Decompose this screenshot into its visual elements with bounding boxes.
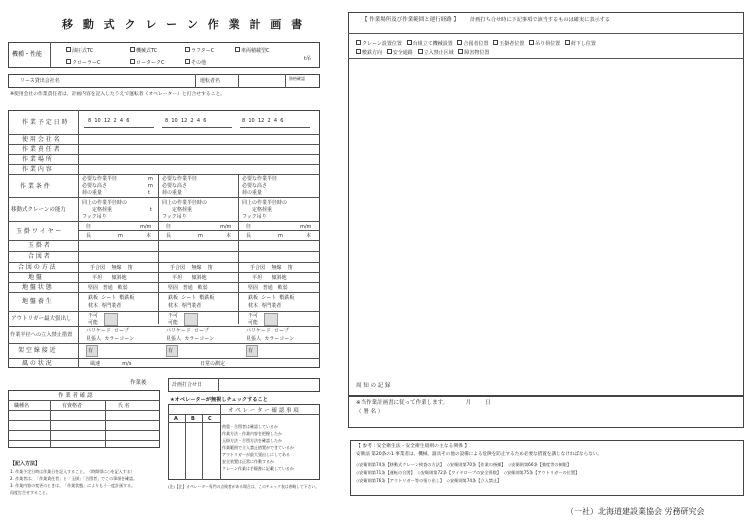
check-item-4: 作業範囲で立入禁止措置ができているか — [222, 445, 294, 450]
sign-col-3: 氏 名 — [118, 403, 130, 409]
row-company: 使 用 会 社 名 — [22, 136, 60, 143]
cap-2c: 定格荷重 — [252, 207, 273, 213]
outrigger-b2: 可能 — [168, 320, 179, 326]
rigger-label: 玉 掛 者 — [28, 242, 50, 249]
cap-1b: 同上の作業半径時の — [162, 200, 208, 206]
entry-label: 作業半径への立入禁止措置 — [10, 332, 73, 338]
power-mark-c-text: 有 — [248, 348, 254, 354]
ground-state-b: 堅固 普通 軟弱 — [168, 285, 208, 291]
check-footnote: (注)【注】オペレーター専門の点検者がある場合は、このチェック表は省略して下さい。 — [168, 484, 319, 489]
cond-1b: 必要な作業半径 — [162, 176, 198, 182]
wire-dia-a: 径 — [86, 224, 92, 230]
machine-type-4: 車両積載型C — [235, 47, 270, 54]
check-item-7: クレーン作業は手順書に記載しているか — [222, 466, 294, 471]
outrigger-a1: 不可 — [88, 313, 99, 319]
outrigger-mark-a — [104, 313, 118, 326]
ground-cure-label: 地 盤 養 生 — [22, 298, 52, 305]
signal-method-a: 手合図 無線 笛 — [90, 265, 133, 271]
page-title: 移 動 式 ク レ ー ン 作 業 計 画 書 — [62, 18, 306, 31]
schedule-hours-1: 8 10 12 2 4 6 — [88, 118, 130, 124]
cap-1a: 同上の作業半径時の — [82, 200, 128, 206]
agree-line: ※当作業計画書に従って作業します。 月 日 — [356, 400, 491, 406]
wire-count-a: 本 — [146, 233, 152, 239]
cond-3a: 荷の重量 — [82, 190, 103, 196]
wire-dia-c: 径 — [246, 224, 252, 230]
lease-operator-label: 運転者名 — [200, 78, 221, 84]
ground-cure-b1: 鉄板 シート 敷鉄板 — [168, 295, 215, 301]
row-place: 作 業 場 所 — [22, 156, 52, 163]
outrigger-mark-b — [184, 313, 198, 326]
check-item-1: 荷重・合図者は確認しているか — [222, 424, 278, 429]
machine-label: 機種・性能 — [12, 51, 43, 58]
wire-dia-b: 径 — [166, 224, 172, 230]
ground-cure-c1: 鉄板 シート 敷鉄板 — [248, 295, 295, 301]
meeting-title: 作業後 — [130, 380, 147, 386]
footnote-left-line-3: 3. 作業内容の変更のときは、「作業状態」によりもう一度計画する。 — [10, 483, 136, 488]
machine-unit: t吊 — [304, 56, 311, 62]
footnote-left-line-2: 2. 作業者は、「作業責任者」と「玉掛」「合図者」でこの事項を確認。 — [10, 476, 138, 481]
wire-len-b: 長 — [166, 233, 172, 239]
wire-len-c: 長 — [246, 233, 252, 239]
signal-method-c: 手合図 無線 笛 — [250, 265, 293, 271]
machine-type-3: ラフターC — [185, 47, 214, 54]
operator-check-title: ★オペレーターが無視しチェックすること — [170, 397, 268, 403]
footer-organization: （一社）北海道建設業協会 労務研究会 — [566, 507, 705, 516]
wire-label: 玉 掛 ワ イ ヤ ー — [16, 228, 62, 235]
right-check-row-1: クレーン設置位置 台組立て機械設置 合図者位置 玉掛者位置 吊り荷位置 荷下し位置 — [356, 40, 596, 47]
sign-title: 作 業 者 確 認 — [58, 393, 93, 399]
check-item-5: アウトリガーが最大張出しにしてある — [222, 452, 290, 457]
outrigger-mark-c — [264, 313, 278, 326]
ground-a: 平坦 傾斜地 — [92, 275, 127, 281]
wire-dia-unit-c: m/m — [300, 224, 312, 230]
cond-3c: 荷の重量 — [242, 190, 263, 196]
ground-cure-b2: 枕木 専門業者 — [168, 303, 202, 309]
row-content: 作 業 内 容 — [22, 166, 52, 173]
footnote-left-line-4: 再度打合せすること。 — [10, 490, 50, 495]
cap-2b: 定格荷重 — [172, 207, 193, 213]
plan-date-label: 計画打合せ日 — [172, 382, 203, 388]
machine-type-5: クローラーC — [66, 59, 101, 66]
sign-col-1: 職種名 — [14, 403, 30, 409]
right-header-note: 計画打ち合せ時に下記事項で該当するものは確実に表示する — [470, 17, 611, 23]
right-check-row-2: 敷鉄方向 安全通路 立入禁止区域 障害物位置 — [356, 49, 489, 56]
power-line-label: 架 空 線 接 近 — [18, 347, 56, 354]
check-col-b: B — [191, 416, 195, 422]
ground-c: 平坦 傾斜地 — [252, 275, 287, 281]
ground-cure-c2: 枕木 専門業者 — [248, 303, 282, 309]
row-manager: 作 業 責 任 者 — [22, 146, 60, 153]
entry-c1: バリケード ロープ — [246, 328, 289, 334]
check-item-3: 玉掛方法・合図方法を確認したか — [222, 438, 282, 443]
reference-items-2: ◇安衛則第71条【運転の合図】 ◇安衛則第72条【ワイヤロープの安全係数】 ◇安衛則第75条【アウトリガーの位置】 — [356, 470, 580, 475]
cond-2a: 必要な高さ — [82, 183, 108, 189]
cap-unit: t — [150, 207, 152, 213]
footnote-left-line-1: 1. 作業予定日時は作業日を記入すること。（時間帯に○を記入する） — [10, 469, 135, 474]
reference-items-1: ◇安衛則第74条【移動式クレーン検査の方法】 ◇安衛則第70条【作業の指揮】 ◇安衛則第66条【強度等の制限】 — [356, 462, 572, 467]
schedule-label: 作 業 予 定 日 時 — [22, 119, 68, 126]
right-plan-area[interactable] — [348, 12, 744, 396]
check-col-title: オ ペ レ ー タ ー 確 認 事 項 — [228, 408, 299, 414]
machine-type-6: ロータークC — [130, 59, 165, 66]
outrigger-c1: 不可 — [248, 313, 259, 319]
sign-col-2: 有資格者 — [62, 403, 83, 409]
reference-items-3: ◇安衛則第76条【アウトリガー等の張り出し】 ◇安衛則第74条【立入禁止】 — [356, 478, 502, 483]
machine-type-7: その他 — [185, 59, 206, 66]
machine-type-1: 油圧式TC — [66, 47, 93, 54]
cap-2a: 定格荷重 — [92, 207, 113, 213]
wind-label: 風 の 状 況 — [22, 360, 52, 367]
reference-title: 【 参考 : 安全衛生法・安全衛生規則の主なる関係 】 — [356, 444, 470, 449]
signal-method-b: 手合図 無線 笛 — [170, 265, 213, 271]
entry-a2: 見張人 カラーコーン — [86, 336, 135, 342]
entry-a1: バリケード ロープ — [86, 328, 129, 334]
entry-b1: バリケード ロープ — [166, 328, 209, 334]
wind-judge: 日常の測定 — [200, 361, 226, 367]
signal-label: 合 図 者 — [28, 253, 50, 260]
schedule-hours-3: 8 10 12 2 4 6 — [242, 118, 284, 124]
outrigger-c2: 可能 — [248, 320, 259, 326]
reference-line1: 安衛法 第20条の1 事業者は、機械、器具その他の設備による危険を防止するため必要な措置を講じなければならない。 — [356, 452, 602, 457]
cap-hook-b: フック吊り — [162, 214, 187, 220]
cap-hook-c: フック吊り — [242, 214, 267, 220]
signal-method-label: 合 図 の 方 法 — [18, 264, 56, 271]
conditions-label: 作 業 条 件 — [20, 183, 50, 190]
schedule-hours-2: 8 10 12 2 4 6 — [165, 118, 207, 124]
cap-hook-a: フック吊り — [82, 214, 107, 220]
check-col-a: A — [174, 416, 178, 422]
ground-state-label: 地 盤 状 態 — [22, 284, 52, 291]
capacity-label: 移動式クレーンの能力 — [11, 207, 66, 213]
lease-company-label: リース貸出会社名 — [20, 78, 60, 84]
cap-1c: 同上の作業半径時の — [242, 200, 288, 206]
wire-len-unit-a: m — [118, 233, 123, 239]
cond-unit-3: t — [148, 190, 150, 196]
power-mark-a-text: 有 — [88, 348, 94, 354]
machine-type-2: 機械式TC — [130, 47, 157, 54]
note-top: ※使用会社の作業責任者は、計画内容を記入したうえで運転者（オペレーター）と打合せすること。 — [10, 92, 226, 97]
wire-count-c: 本 — [306, 233, 312, 239]
cond-2c: 必要な高さ — [242, 183, 268, 189]
wire-len-unit-b: m — [198, 233, 203, 239]
wire-count-b: 本 — [226, 233, 232, 239]
power-mark-b-text: 有 — [168, 348, 174, 354]
wire-len-unit-c: m — [278, 233, 283, 239]
right-header-title: 【 作業場所及び作業範囲と運行経路 】 — [362, 17, 459, 23]
outrigger-a2: 可能 — [88, 320, 99, 326]
cond-unit-2: m — [148, 183, 153, 189]
wire-dia-unit-b: m/m — [220, 224, 232, 230]
ground-b: 平坦 傾斜地 — [172, 275, 207, 281]
entry-b2: 見張人 カラーコーン — [166, 336, 215, 342]
footnote-left-title: 【記入方法】 — [10, 461, 41, 467]
wire-len-a: 長 — [86, 233, 92, 239]
check-item-2: 作業方法・作業内容を把握したか — [222, 431, 282, 436]
ground-cure-a2: 枕木 専門業者 — [88, 303, 122, 309]
entry-c2: 見張人 カラーコーン — [246, 336, 295, 342]
outrigger-b1: 不可 — [168, 313, 179, 319]
outrigger-label: アウトリガー最大張出し — [11, 316, 72, 322]
ground-state-c: 堅固 普通 軟弱 — [248, 285, 288, 291]
agree-sign: （ 署 名 ） — [356, 409, 384, 415]
wire-dia-unit-a: m/m — [140, 224, 152, 230]
cond-1a: 必要な作業半径 — [82, 176, 118, 182]
ground-cure-a1: 鉄板 シート 敷鉄板 — [88, 295, 135, 301]
cond-2b: 必要な高さ — [162, 183, 188, 189]
cond-unit-1: m — [148, 176, 153, 182]
cond-3b: 荷の重量 — [162, 190, 183, 196]
wind-speed: 風速 m/s — [90, 361, 132, 367]
ground-label: 地 盤 — [28, 274, 42, 281]
check-item-6: 安全装置は正常に作動するか — [222, 459, 274, 464]
notes-label: 周 知 の 記 録 — [356, 383, 391, 389]
check-col-c: C — [208, 416, 212, 422]
cond-1c: 必要な作業半径 — [242, 176, 278, 182]
ground-state-a: 堅固 普通 軟弱 — [88, 285, 128, 291]
lease-operator-extra: 資格確認 — [289, 76, 305, 81]
